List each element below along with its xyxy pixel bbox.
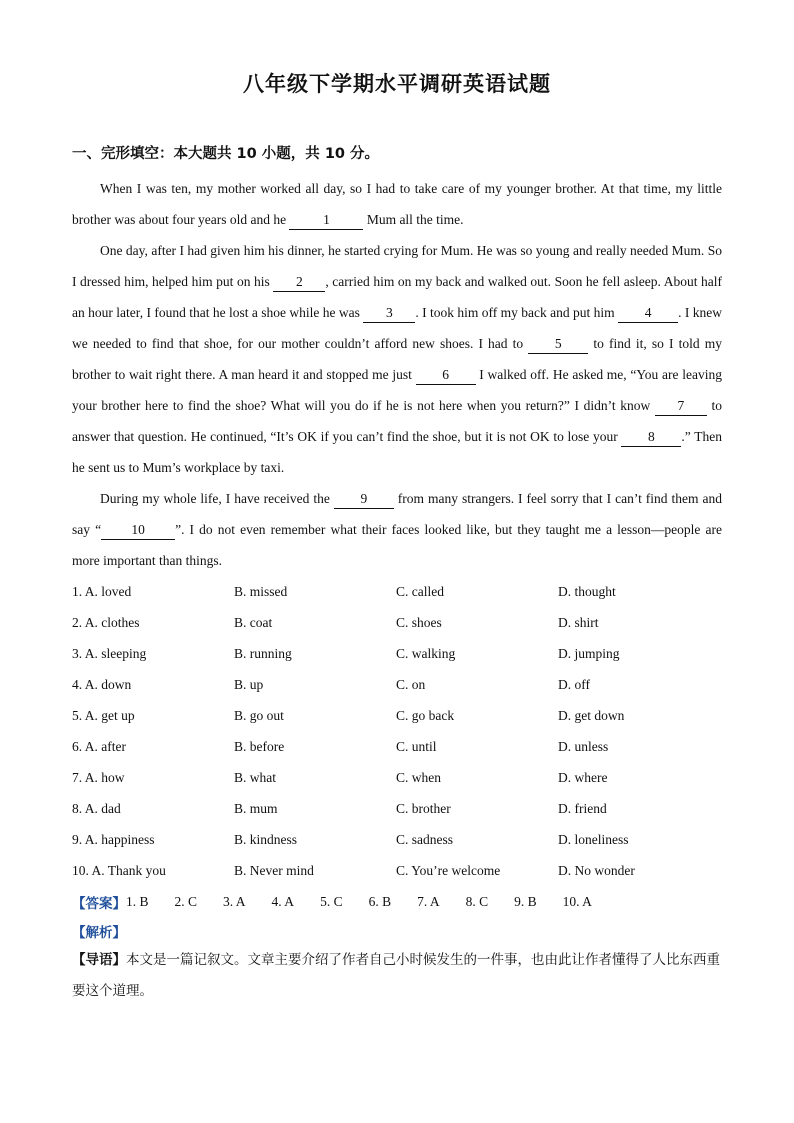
option-d: D. shirt: [558, 614, 599, 630]
passage-text: . I took him off my back and put him: [415, 305, 619, 320]
option-b: B. go out: [234, 707, 284, 723]
option-d: D. thought: [558, 583, 616, 599]
answer-item: 7. A: [417, 893, 440, 909]
blank-1: 1: [289, 211, 363, 230]
passage-paragraph-3: [72, 483, 722, 576]
passage-text: to answer that question. He continued, “It’s OK if you can’t find the shoe, but it is not OK to lose your: [72, 398, 722, 444]
passage-text: When I was ten, my mother worked all day, so I had to take care of my younger brother. At that time, my little brother was about four years old and he: [72, 181, 722, 227]
option-b: B. Never mind: [234, 862, 314, 878]
option-c: C. shoes: [396, 614, 442, 630]
passage-text: One day, after I had given him his dinner, he started crying for Mum. He was so young and really needed Mum. So I dressed him, helped him put on his: [72, 243, 722, 289]
option-b: B. mum: [234, 800, 278, 816]
section-heading: 一、完形填空：本大题共 10 小题，共 10 分。: [72, 146, 380, 162]
option-row: [72, 793, 722, 824]
option-a: 8. A. dad: [72, 800, 121, 816]
option-d: D. get down: [558, 707, 625, 723]
answer-item: 4. A: [271, 893, 295, 909]
blank-2: 2: [273, 273, 325, 292]
answer-item: 9. B: [514, 893, 537, 909]
passage-paragraph-1: [72, 173, 722, 235]
option-b: B. before: [234, 738, 285, 754]
option-a: 4. A. down: [72, 676, 132, 692]
blank-6: 6: [416, 366, 476, 385]
option-d: D. where: [558, 769, 608, 785]
option-row: [72, 576, 722, 607]
analysis-label: 【解析】: [72, 925, 126, 941]
passage-text: , carried him on my back and walked out. Soon he fell asleep. About half an hour later, I found that he lost a shoe while he was: [72, 274, 722, 320]
option-row: [72, 731, 722, 762]
option-a: 10. A. Thank you: [72, 862, 166, 878]
option-d: D. jumping: [558, 645, 620, 661]
answer-item: 2. C: [174, 893, 198, 909]
option-row: [72, 824, 722, 855]
option-row: [72, 762, 722, 793]
page-title: 八年级下学期水平调研英语试题: [243, 72, 551, 96]
answer-item: 8. C: [465, 893, 489, 909]
guide-paragraph: [72, 945, 722, 1007]
answer-item: 3. A: [223, 893, 246, 909]
passage-text: from many strangers. I feel sorry that I can’t find them and say “: [72, 491, 722, 537]
answer-item: 1. B: [126, 893, 149, 909]
option-a: 1. A. loved: [72, 583, 132, 599]
answer-item: 5. C: [320, 893, 343, 909]
option-row: [72, 607, 722, 638]
option-c: C. until: [396, 738, 437, 754]
option-d: D. friend: [558, 800, 607, 816]
answer-row: [72, 886, 722, 917]
option-a: 6. A. after: [72, 738, 126, 754]
option-c: C. go back: [396, 707, 455, 723]
option-b: B. kindness: [234, 831, 298, 847]
option-b: B. missed: [234, 583, 288, 599]
answer-item: 10. A: [562, 893, 592, 909]
options-list: [72, 576, 722, 886]
option-c: C. brother: [396, 800, 451, 816]
option-b: B. coat: [234, 614, 273, 630]
option-d: D. No wonder: [558, 862, 635, 878]
option-c: C. walking: [396, 645, 456, 661]
option-a: 7. A. how: [72, 769, 125, 785]
blank-4: 4: [618, 304, 678, 323]
option-c: C. on: [396, 676, 426, 692]
option-row: [72, 700, 722, 731]
answer-item: 6. B: [368, 893, 392, 909]
guide-text: 本文是一篇记叙文。文章主要介绍了作者自己小时候发生的一件事，也由此让作者懂得了人比东西重要这个道理。: [72, 952, 720, 999]
option-c: C. sadness: [396, 831, 453, 847]
analysis-row: [72, 917, 722, 945]
passage-text: I walked off. He asked me, “You are leaving your brother here to find the shoe? What will you do if he is not here when you return?” I didn’t know: [72, 367, 722, 413]
blank-3: 3: [363, 304, 415, 323]
blank-9: 9: [334, 490, 394, 509]
option-a: 3. A. sleeping: [72, 645, 147, 661]
option-b: B. what: [234, 769, 276, 785]
blank-7: 7: [655, 397, 707, 416]
option-b: B. up: [234, 676, 264, 692]
passage-text: to find it, so I told my brother to wait right there. A man heard it and stopped me just: [72, 336, 723, 382]
option-d: D. off: [558, 676, 590, 692]
option-row: [72, 638, 722, 669]
option-a: 9. A. happiness: [72, 831, 155, 847]
passage-text: Mum all the time.: [363, 212, 464, 227]
blank-8: 8: [621, 428, 681, 447]
option-d: D. loneliness: [558, 831, 629, 847]
passage-text: . I knew we needed to find that shoe, for our mother couldn’t afford new shoes. I had to: [72, 305, 722, 351]
option-d: D. unless: [558, 738, 609, 754]
blank-5: 5: [528, 335, 588, 354]
option-a: 2. A. clothes: [72, 614, 140, 630]
option-row: [72, 855, 722, 886]
answer-label: 【答案】: [72, 895, 126, 912]
option-a: 5. A. get up: [72, 707, 135, 723]
passage-text: ”. I do not even remember what their faces looked like, but they taught me a lesson—people are more important than things.: [72, 522, 722, 568]
option-b: B. running: [234, 645, 292, 661]
passage-text: .” Then he sent us to Mum’s workplace by taxi.: [72, 429, 722, 475]
blank-10: 10: [101, 521, 175, 540]
guide-label: 【导语】: [72, 952, 126, 968]
option-c: C. called: [396, 583, 444, 599]
option-c: C. when: [396, 769, 441, 785]
passage-paragraph-2: [72, 235, 722, 483]
option-row: [72, 669, 722, 700]
option-c: C. You’re welcome: [396, 862, 501, 878]
passage-text: During my whole life, I have received the: [100, 491, 334, 506]
